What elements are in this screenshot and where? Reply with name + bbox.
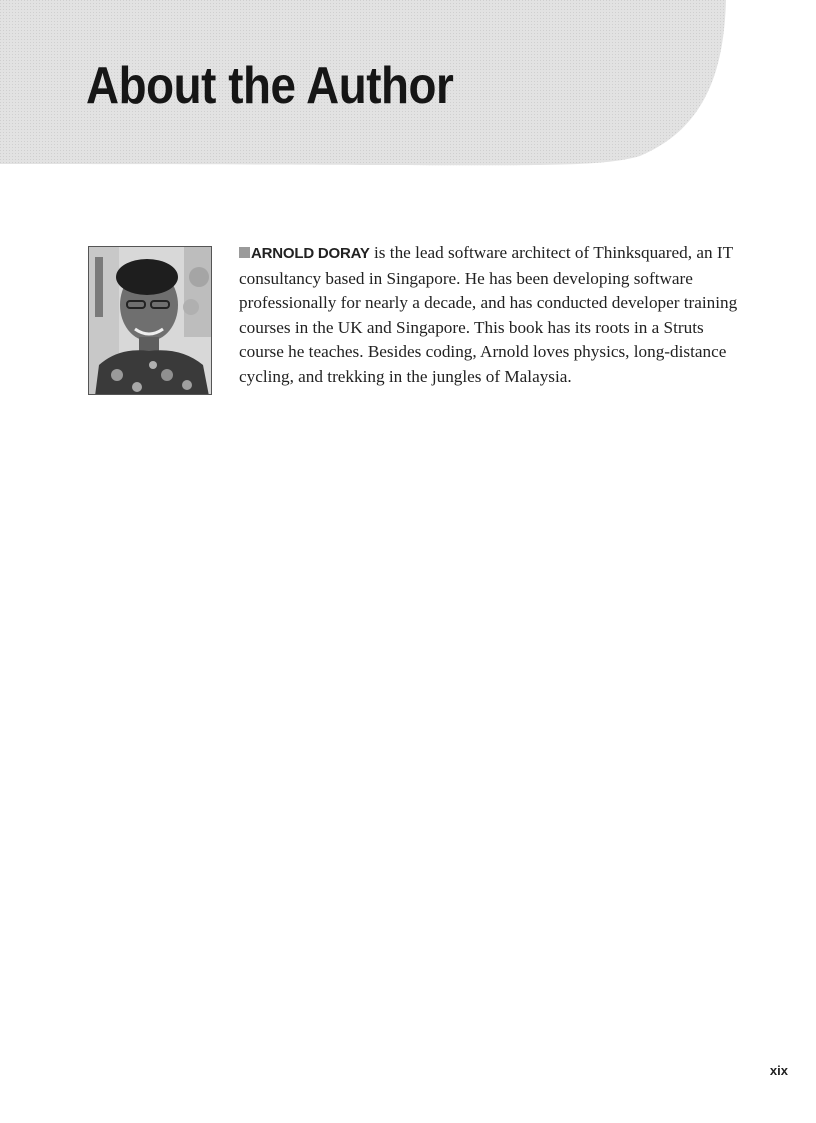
author-photo-image	[89, 247, 212, 395]
author-name: ARNOLD DORAY	[251, 245, 370, 262]
bullet-marker-icon	[239, 247, 250, 258]
chapter-title: About the Author	[86, 57, 454, 115]
page-number: xix	[769, 1063, 788, 1078]
author-bio	[239, 241, 739, 390]
author-bio-text: is the lead software architect of Thinksquared, an IT consultancy based in Singapore. He has been developing software professionally for nearly a decade, and has conducted developer training courses in the UK and Singapore. This book has its roots in a Struts course he teaches. Besides coding, Arnold loves physics, long-distance cycling, and trekking in the jungles of Malaysia.	[239, 243, 738, 386]
author-photo	[88, 246, 212, 395]
